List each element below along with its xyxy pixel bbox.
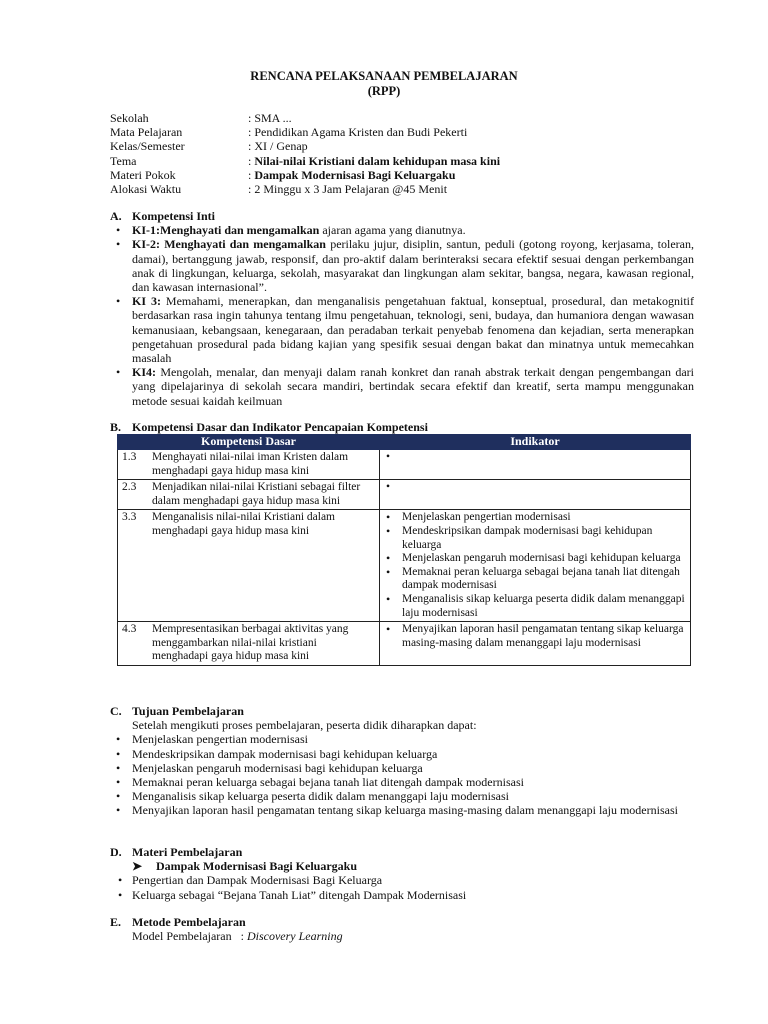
kd-code: 4.3: [122, 623, 137, 636]
kd-code: 3.3: [122, 511, 137, 524]
list-item: • Menyajikan laporan hasil pengamatan tentang sikap keluarga masing-masing dalam menanggapi laju modernisasi: [110, 803, 694, 817]
section-kompetensi-inti: [110, 209, 694, 408]
kd-code: 1.3: [122, 451, 137, 463]
indicator-list: [384, 511, 686, 620]
title-line-2: (RPP): [367, 84, 401, 98]
document-title: [0, 69, 768, 99]
section-b-heading: B. Kompetensi Dasar dan Indikator Pencapaian Kompetensi: [110, 420, 428, 434]
ki-item: • KI 3: Memahami, menerapkan, dan menganalisis pengetahuan faktual, konseptual, prosedural, dan metakognitif berdasarkan rasa ingin tahunya tentang ilmu pengetahuan, teknologi, seni, budaya, dan humaniora dengan wawasan kemanusiaan, kebangsaan, kenegaraan, dan peradaban terkait penyebab fenomena dan kejadian, serta menerapkan pengetahuan prosedural pada bidang kajian yang spesifik sesuai dengan bakat dan minatnya untuk memecahkan masalah: [110, 294, 694, 365]
list-item: • Mendeskripsikan dampak modernisasi bagi kehidupan keluarga: [110, 747, 694, 761]
section-tujuan: [110, 704, 694, 818]
list-item: • Keluarga sebagai “Bejana Tanah Liat” ditengah Dampak Modernisasi: [110, 888, 694, 902]
identity-block: [110, 111, 670, 196]
tujuan-intro: Setelah mengikuti proses pembelajaran, peserta didik diharapkan dapat:: [132, 718, 477, 733]
table-header-row: [118, 435, 691, 450]
materi-topic: ➤ Dampak Modernisasi Bagi Keluargaku: [132, 859, 358, 874]
kd-text: Menganalisis nilai-nilai Kristiani dalam menghadapi gaya hidup masa kini: [152, 511, 336, 537]
tujuan-list: [110, 732, 694, 817]
list-item: • Menganalisis sikap keluarga peserta didik dalam menanggapi laju modernisasi: [110, 789, 694, 803]
info-row-kelas: Kelas/Semester : XI / Genap: [110, 139, 308, 154]
header-kompetensi-dasar: Kompetensi Dasar: [118, 435, 380, 450]
ki-item: • KI-2: Menghayati dan mengamalkan perilaku jujur, disiplin, santun, peduli (gotong royong, kerjasama, toleran, damai), bertanggung jawab, responsif, dan pro-aktif dalam berinteraksi secara efektif sesuai dengan perkembangan anak di lingkungan, keluarga, sekolah, masyarakat dan lingkungan alam sekitar, bangsa, negara, kawasan regional, dan kawasan internasional”.: [110, 237, 694, 294]
list-item: • Menyajikan laporan hasil pengamatan tentang sikap keluarga masing-masing dalam menanggapi laju modernisasi: [384, 623, 686, 650]
title-line-1: RENCANA PELAKSANAAN PEMBELAJARAN: [250, 69, 518, 83]
list-item: • Menjelaskan pengertian modernisasi: [384, 511, 686, 525]
list-item: • Memaknai peran keluarga sebagai bejana tanah liat ditengah dampak modernisasi: [384, 566, 686, 593]
table-row: [118, 480, 691, 510]
section-d-heading: D. Materi Pembelajaran: [110, 845, 243, 859]
table-row: [118, 510, 691, 622]
info-row-mapel: Mata Pelajaran : Pendidikan Agama Kristen dan Budi Pekerti: [110, 125, 468, 140]
ki-list: [110, 223, 694, 408]
table-row: [118, 450, 691, 480]
list-item: • Memaknai peran keluarga sebagai bejana tanah liat ditengah dampak modernisasi: [110, 775, 694, 789]
materi-list: [110, 873, 694, 901]
kd-indicator-table: [117, 434, 691, 666]
kd-text: Menjadikan nilai-nilai Kristiani sebagai filter dalam menghadapi gaya hidup masa kini: [152, 481, 361, 507]
list-item: • Menjelaskan pengertian modernisasi: [110, 732, 694, 746]
list-item: • Mendeskripsikan dampak modernisasi bagi kehidupan keluarga: [384, 525, 686, 552]
info-row-alokasi: Alokasi Waktu : 2 Minggu x 3 Jam Pelajaran @45 Menit: [110, 181, 448, 196]
model-value: Discovery Learning: [246, 929, 343, 944]
model-pembelajaran-row: Model Pembelajaran : Discovery Learning: [132, 929, 343, 944]
header-indikator: Indikator: [380, 435, 691, 450]
list-item: • Menganalisis sikap keluarga peserta didik dalam menanggapi laju modernisasi: [384, 593, 686, 620]
ki-item: • KI-1:Menghayati dan mengamalkan ajaran agama yang dianutnya.: [110, 223, 694, 237]
list-item: • Menjelaskan pengaruh modernisasi bagi kehidupan keluarga: [384, 552, 686, 566]
info-row-sekolah: Sekolah : SMA ...: [110, 111, 292, 125]
section-a-heading: A. Kompetensi Inti: [110, 209, 216, 223]
empty-bullet: [384, 451, 390, 463]
kd-text: Mempresentasikan berbagai aktivitas yang menggambarkan nilai-nilai kristiani menghadapi gaya hidup masa kini: [152, 623, 349, 663]
arrow-right-icon: ➤: [132, 859, 143, 874]
section-e-heading: E. Metode Pembelajaran: [110, 915, 246, 929]
section-c-heading: C. Tujuan Pembelajaran: [110, 704, 244, 718]
kd-text: Menghayati nilai-nilai iman Kristen dalam menghadapi gaya hidup masa kini: [152, 451, 349, 477]
info-row-tema: Tema : Nilai-nilai Kristiani dalam kehidupan masa kini: [110, 153, 501, 168]
table-row: [118, 622, 691, 666]
info-row-materi: Materi Pokok : Dampak Modernisasi Bagi Keluargaku: [110, 167, 456, 182]
kd-code: 2.3: [122, 481, 137, 494]
section-metode: [110, 915, 694, 943]
section-kd-heading-wrap: [110, 420, 694, 434]
list-item: • Pengertian dan Dampak Modernisasi Bagi Keluarga: [110, 873, 694, 887]
empty-bullet: [384, 481, 390, 493]
indicator-list: [384, 623, 686, 650]
list-item: • Menjelaskan pengaruh modernisasi bagi kehidupan keluarga: [110, 761, 694, 775]
ki-item: • KI4: Mengolah, menalar, dan menyaji dalam ranah konkret dan ranah abstrak terkait dengan pengembangan dari yang dipelajarinya di sekolah secara mandiri, bertindak secara efektif dan kreatif, serta mampu menggunakan metode sesuai kaidah keilmuan: [110, 365, 694, 408]
section-materi: [110, 845, 694, 902]
